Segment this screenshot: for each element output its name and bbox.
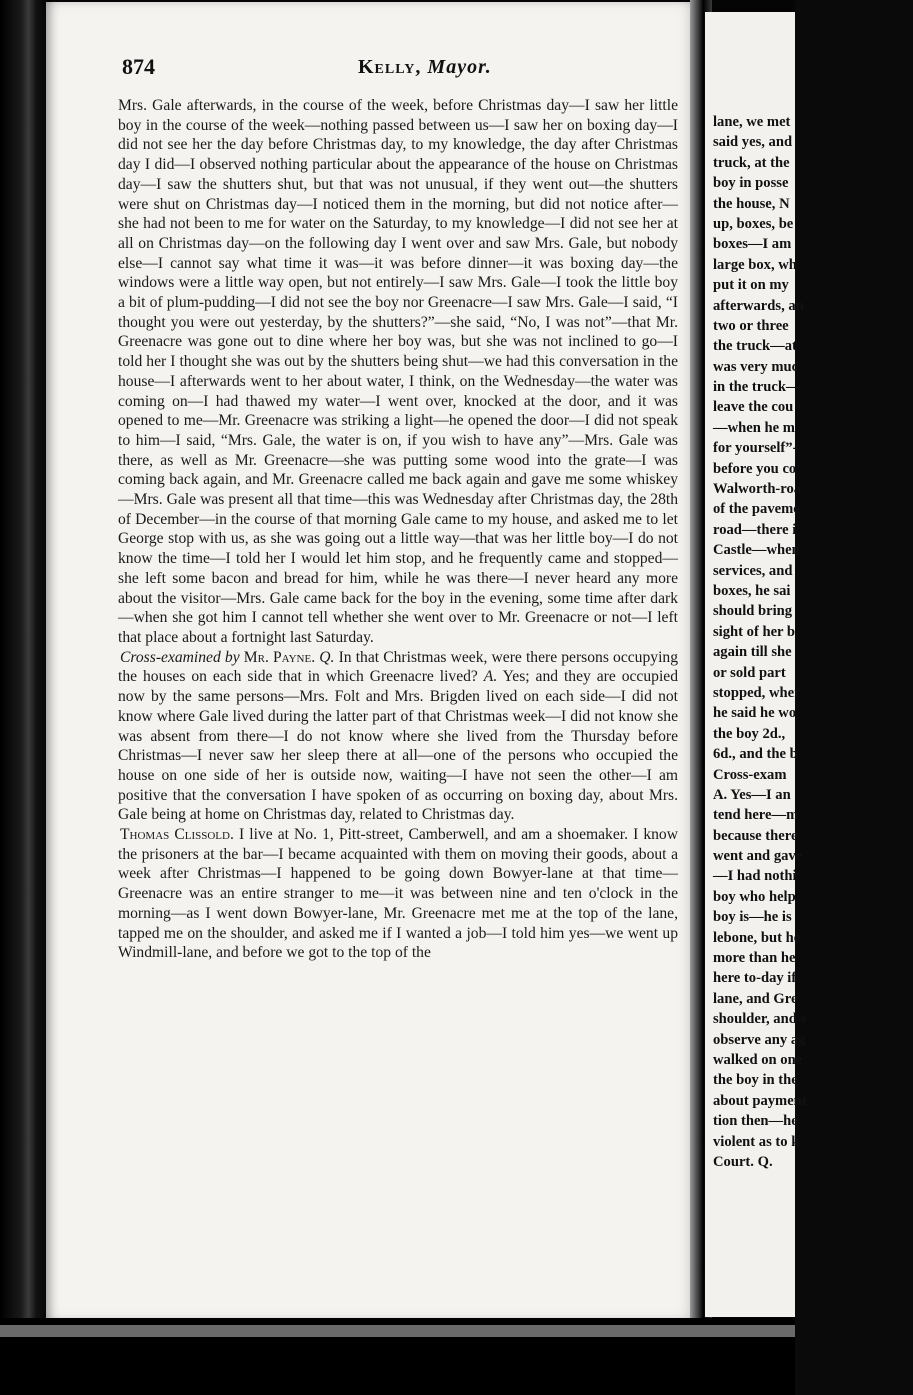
right-page-line: up, boxes, be (713, 215, 794, 232)
right-page-line: again till she (713, 644, 792, 661)
right-page-line: Cross-exam (713, 766, 787, 783)
right-page-line: said yes, and (713, 134, 793, 151)
right-page-line: boxes, he sai (713, 582, 791, 599)
right-page-line: the boy in the (713, 1072, 798, 1089)
running-head-role: Mayor. (427, 56, 492, 78)
right-page-partial (705, 12, 807, 1317)
right-page-line: boy in posse (713, 175, 789, 192)
right-page-line: two or three (713, 317, 789, 334)
right-page-line: in the truck— (713, 379, 801, 396)
right-page-line: was very muc (713, 358, 799, 375)
right-page-line: truck, at the (713, 154, 790, 171)
book-spine (0, 0, 52, 1330)
right-page-line: lane, we met (713, 114, 791, 130)
witness-testimony: I live at No. 1, Pitt-street, Camberwell, and am a shoemaker. I know the prisoners at the bar—I became acquainted with them on moving their goods, about a week after Christmas—I happened to be going down Bowyer-lane at that time—Greenacre was an entire stranger to me—it was between nine and ten o'clock in the morning—as I went down Bowyer-lane, Mr. Greenacre met me at the top of the lane, tapped me on the shoulder, and asked me if I wanted a job—I told him yes—we went up Windmill-lane, and before we got to the top of the (118, 826, 678, 962)
right-page-line: Court. Q. (713, 1153, 773, 1170)
right-page-line: here to-day if (713, 970, 797, 987)
right-page-line: stopped, wher (713, 684, 801, 701)
right-page-line: about payment (713, 1092, 807, 1109)
cross-exam-lead: Cross-examined by (120, 648, 240, 666)
page-body (118, 96, 678, 963)
running-head-name: Kelly, (358, 56, 422, 78)
right-page-line: —I had nothi (713, 868, 797, 885)
paragraph-witness (118, 825, 678, 963)
right-page-line: went and gave (713, 848, 803, 865)
right-page-line: A. Yes—I an (713, 786, 791, 803)
right-page-line: —when he m (713, 419, 795, 436)
right-page-line: the truck—at (713, 338, 797, 355)
right-page-line: Walworth-roa (713, 481, 802, 498)
right-page-line: large box, wh (713, 256, 797, 273)
paragraph-cross-examination (118, 648, 678, 825)
right-page-line: should bring (713, 603, 793, 620)
right-page-line: boxes—I am (713, 236, 792, 253)
right-page-line: the boy 2d., (713, 725, 786, 742)
right-page-line: services, and (713, 562, 793, 579)
question-marker: Q. (319, 648, 335, 666)
right-page-text (713, 112, 913, 1172)
page-header (118, 54, 678, 84)
right-page-line: afterwards, an (713, 297, 804, 314)
right-page-line: lebone, but he (713, 929, 801, 946)
page-bottom-edge (0, 1325, 795, 1337)
right-page-line: shoulder, and s (713, 1011, 807, 1028)
right-page-line: or sold part (713, 664, 786, 681)
running-head (358, 56, 492, 79)
paragraph-testimony: Mrs. Gale afterwards, in the course of the week, before Christmas day—I saw her little boy in the course of the week—nothing passed between us—I saw her on boxing day—I did not see her the day before Christmas day, to my knowledge, the day after Christmas day I did—I observed nothing particular about the appearance of the house on Christmas day—I saw the shutters shut, but that was not unusual, if they went out—the shutters were shut on Christmas day—I noticed them in the morning, but did not notice after—she had not been to me for water on the Saturday, to my knowledge—I did not see her at all on Christmas day—on the following day I went over and saw Mrs. Gale, but nobody else—I cannot say what time it was—it was before dinner—it was boxing day—the windows were a little way open, but not entirely—I saw Mrs. Gale—I took the little boy a bit of plum-pudding—I did not see the boy nor Greenacre—I saw Mrs. Gale—I said, “I thought you were out yesterday, by the shutters?”—she said, “No, I was not”—that Mr. Greenacre was gone out to dine where her boy was, but she was not inclined to go—I told her I thought she was out by the shutters being shut—we had this conversation in the house—I afterwards went to her about water, I think, on the Wednesday—the water was coming on—I had thawed my water—I went over, knocked at the door, and it was opened to me—Mr. Greenacre was striking a light—he opened the door—I did not speak to him—I said, “Mrs. Gale, the water is on, if you wish to have any”—Mrs. Gale was there, as well as Mr. Greenacre—she was putting some wood into the grate—I was coming back again, and Mr. Greenacre called me back again and gave me some whiskey—Mrs. Gale was present all that time—this was Wednesday after Christmas day, the 28th of December—in the course of that morning Gale came to my house, and asked me to let George stop with us, as she was going out a little way—that was her little boy—I do not know the time—I told her I would let him stop, and he frequently came and stopped—she left some bacon and bread for him, while he was there—I never heard any more about the visitor—Mrs. Gale came back for the boy in the evening, some time after dark—when she got him I cannot tell whether she went over to Mr. Greenacre or not—I left that place about a fortnight last Saturday. (118, 97, 678, 646)
right-page-line: Castle—when (713, 542, 800, 559)
right-page-line: violent as to k (713, 1133, 800, 1150)
right-page-line: before you co (713, 460, 797, 477)
right-page-line: he said he wo (713, 705, 797, 722)
right-page-line: more than he (713, 950, 796, 967)
right-page-line: boy who help (713, 888, 796, 905)
right-page-line: because there (713, 827, 798, 844)
right-page-line: walked on one (713, 1051, 803, 1068)
counsel-name: Mr. Payne. (243, 648, 316, 666)
witness-name: Thomas Clissold. (120, 826, 234, 844)
right-page-line: observe any ag (713, 1031, 806, 1048)
question-text: In that Christmas week, were there persons occupying the houses on each side that in which Greenacre lived? (118, 648, 678, 686)
right-page-line: 6d., and the b (713, 746, 798, 763)
page-number: 874 (122, 54, 155, 79)
answer-marker: A. (483, 668, 498, 686)
right-page-line: the house, N (713, 195, 790, 212)
right-page-line: leave the cou (713, 399, 794, 416)
right-page-line: put it on my (713, 277, 789, 294)
right-page-line: for yourself”- (713, 440, 798, 457)
right-page-line: boy is—he is (713, 909, 792, 926)
right-page-line: lane, and Gre (713, 990, 798, 1007)
right-page-line: of the paveme (713, 501, 800, 518)
answer-text: Yes; and they are occupied now by the same persons—Mrs. Folt and Mrs. Brigden lived on each side—I did not know where Gale lived during the latter part of that Christmas week—I did not know she was absent from there—I do not know where she lived from the Thursday before Christmas—I never saw her sleep there at all—one of the persons who occupied the house on one side of her is outside now, waiting—I have not seen the other—I am positive that the conversation I have spoken of as occurring on boxing day, about Mrs. Gale being at home on Christmas day, related to Christmas day. (118, 668, 678, 824)
right-page-line: road—there i (713, 521, 797, 538)
right-page-line: sight of her b (713, 623, 796, 640)
right-page-line: tion then—he (713, 1113, 798, 1130)
right-page-line: tend here—m (713, 807, 799, 824)
